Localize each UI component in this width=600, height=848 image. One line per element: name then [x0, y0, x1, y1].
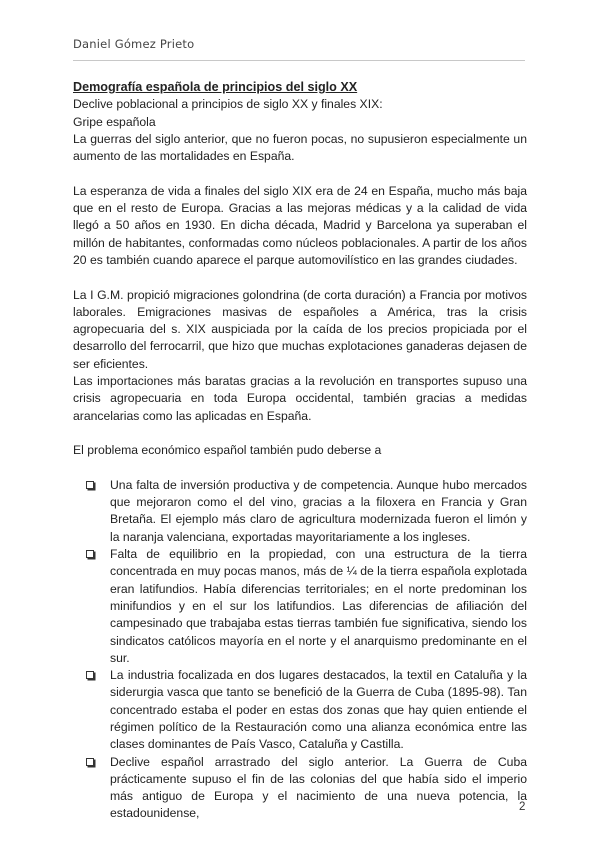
list-item-text: Una falta de inversión productiva y de competencia. Aunque hubo mercados que mejoraron como el del vino, gracias a la filoxera en Francia y Gran Bretaña. El ejemplo más claro de agricultura modernizada fueron el limón y la naranja valenciana, exportadas mayoritariamente a los ingleses.	[110, 477, 527, 544]
list-item-text: La industria focalizada en dos lugares destacados, la textil en Cataluña y la siderurgia vasca que tanto se benefició de la Guerra de Cuba (1895-98). Tan concentrado estaba el poder en estas dos zonas que hay quien entiende el régimen político de la Restauración como una alianza económica entre las clases dominantes de País Vasco, Cataluña y Castilla.	[110, 668, 527, 752]
list-item	[86, 477, 527, 546]
header-divider	[73, 60, 525, 61]
paragraph-3: La I G.M. propició migraciones golondrina (de corta duración) a Francia por motivos laborales. Emigraciones masivas de españoles a América, tras la crisis agropecuaria del s. XIX auspiciada por la caída de los precios propiciada por el desarrollo del ferrocarril, que hizo que muchas explotaciones ganaderas dejasen de ser eficientes.	[73, 287, 527, 371]
page-number: 2	[519, 801, 526, 813]
list-item	[86, 667, 527, 753]
list-item-text: Falta de equilibrio en la propiedad, con una estructura de la tierra concentrada en muy pocas manos, más de ¼ de la tierra española explotada eran latifundios. Había diferencias territoriales; en el norte predominan los minifundios y en el sur los latifundios. Las diferencias de afiliación del campesinado que trabajaba estas tierras también fue significativa, siendo los sindicatos católicos mayoría en el norte y el anarquismo predominante en el sur.	[110, 547, 527, 665]
section-subheading: Gripe española	[73, 114, 156, 129]
document-body	[73, 79, 527, 823]
checkbox-bullet-icon	[86, 671, 94, 679]
list-item-text: Declive español arrastrado del siglo anterior. La Guerra de Cuba prácticamente supuso el fin de las colonias del que había sido el imperio más antiguo de Europa y el nacimiento de una nueva potencia, la estadounidense,	[110, 754, 527, 821]
paragraph-5: El problema económico español también pudo deberse a	[73, 443, 382, 458]
checkbox-bullet-icon	[86, 481, 94, 489]
paragraph-1: La guerras del siglo anterior, que no fueron pocas, no supusieron especialmente un aumento de las mortalidades en España.	[73, 131, 527, 164]
section-subtitle: Declive poblacional a principios de siglo XX y finales XIX:	[73, 97, 383, 112]
checkbox-bullet-icon	[86, 550, 94, 558]
paragraph-2: La esperanza de vida a finales del siglo XIX era de 24 en España, mucho más baja que en el resto de Europa. Gracias a las mejoras médicas y a la calidad de vida llegó a 50 años en 1930. En dicha década, Madrid y Barcelona ya superaban el millón de habitantes, conformadas como núcleos poblacionales. A partir de los años 20 es también cuando aparece el parque automovilístico en las grandes ciudades.	[73, 183, 527, 267]
document-title: Demografía española de principios del siglo XX	[73, 80, 358, 94]
page-header-author: Daniel Gómez Prieto	[73, 37, 195, 51]
list-item	[86, 546, 527, 667]
bullet-list	[73, 477, 527, 823]
checkbox-bullet-icon	[86, 758, 94, 766]
list-item	[86, 754, 527, 823]
paragraph-4: Las importaciones más baratas gracias a la revolución en transportes supuso una crisis agropecuaria en toda Europa occidental, también gracias a medidas arancelarias como las aplicadas en España.	[73, 374, 527, 423]
